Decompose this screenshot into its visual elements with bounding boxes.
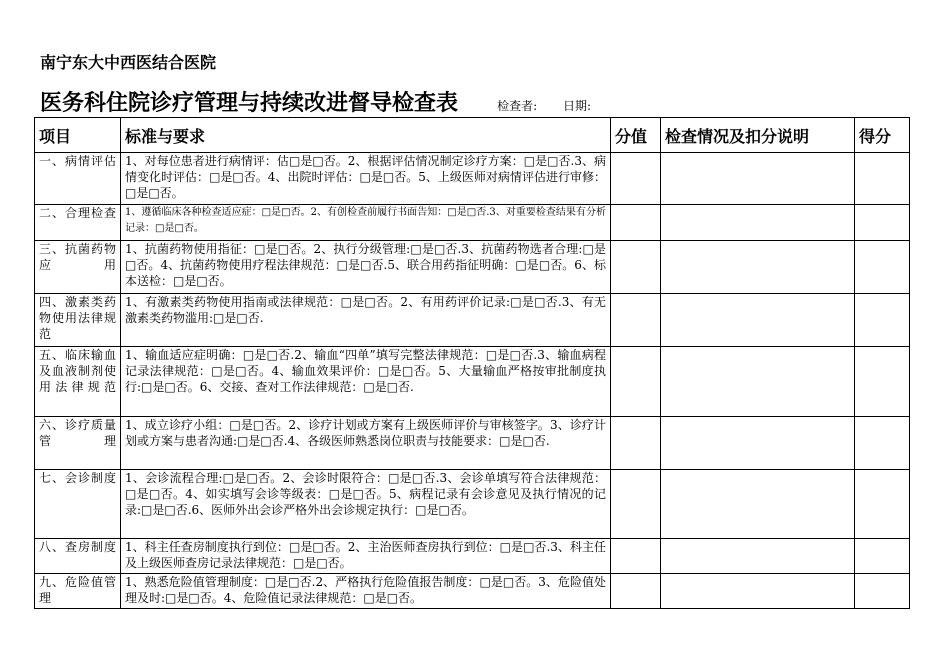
item-cell: 五、临床输血及血液制剂使用法律规范 bbox=[35, 347, 121, 417]
check-notes-cell[interactable] bbox=[661, 205, 855, 241]
score-value-cell[interactable] bbox=[611, 205, 661, 241]
table-header-row bbox=[35, 118, 910, 153]
header-standard: 标准与要求 bbox=[121, 118, 611, 153]
check-notes-cell[interactable] bbox=[661, 153, 855, 205]
standard-cell: 1、输血适应症明确：□是□否.2、输血“四单”填写完整法律规范：□是□否.3、输血病程记录法律规范：□是□否。4、输血效果评价：□是□否。5、大量输血严格按审批制度执行:□是□否。6、交接、查对工作法律规范：□是□否. bbox=[121, 347, 611, 417]
table-row bbox=[35, 153, 910, 205]
score-value-cell[interactable] bbox=[611, 241, 661, 294]
score-value-cell[interactable] bbox=[611, 539, 661, 574]
table-row bbox=[35, 205, 910, 241]
score-cell[interactable] bbox=[855, 539, 910, 574]
header-item: 项目 bbox=[35, 118, 121, 153]
score-cell[interactable] bbox=[855, 574, 910, 609]
check-notes-cell[interactable] bbox=[661, 241, 855, 294]
item-cell: 八、查房制度 bbox=[35, 539, 121, 574]
title-row bbox=[40, 86, 613, 117]
check-notes-cell[interactable] bbox=[661, 347, 855, 417]
score-value-cell[interactable] bbox=[611, 470, 661, 539]
score-cell[interactable] bbox=[855, 205, 910, 241]
date-label: 日期: bbox=[562, 99, 592, 113]
table-row bbox=[35, 574, 910, 609]
check-notes-cell[interactable] bbox=[661, 539, 855, 574]
standard-cell: 1、熟悉危险值管理制度：□是□否.2、严格执行危险值报告制度：□是□否。3、危险值处理及时:□是□否。4、危险值记录法律规范：□是□否。 bbox=[121, 574, 611, 609]
score-cell[interactable] bbox=[855, 347, 910, 417]
item-cell: 九、危险值管理 bbox=[35, 574, 121, 609]
check-notes-cell[interactable] bbox=[661, 294, 855, 347]
header-score-value: 分值 bbox=[611, 118, 661, 153]
standard-cell: 1、对每位患者进行病情评：估□是□否。2、根据评估情况制定诊疗方案：□是□否.3、病情变化时评估：□是□否。4、出院时评估：□是□否。5、上级医师对病情评估进行审修：□是□否。 bbox=[121, 153, 611, 205]
inspector-label: 检查者: bbox=[497, 99, 538, 113]
table-row bbox=[35, 347, 910, 417]
standard-cell: 1、有激素类药物使用指南或法律规范：□是□否。2、有用药评价记录:□是□否.3、有无激素类药物滥用:□是□否. bbox=[121, 294, 611, 347]
table-row bbox=[35, 417, 910, 470]
table-row bbox=[35, 294, 910, 347]
check-notes-cell[interactable] bbox=[661, 470, 855, 539]
form-title: 医务科住院诊疗管理与持续改进督导检查表 bbox=[40, 90, 459, 116]
score-cell[interactable] bbox=[855, 417, 910, 470]
item-cell: 四、激素类药物使用法律规范 bbox=[35, 294, 121, 347]
score-value-cell[interactable] bbox=[611, 417, 661, 470]
hospital-name: 南宁东大中西医结合医院 bbox=[40, 53, 217, 72]
table-row bbox=[35, 470, 910, 539]
standard-cell: 1、科主任查房制度执行到位：□是□否。2、主治医师查房执行到位：□是□否.3、科主任及上级医师查房记录法律规范：□是□否。 bbox=[121, 539, 611, 574]
score-value-cell[interactable] bbox=[611, 294, 661, 347]
item-cell: 七、会诊制度 bbox=[35, 470, 121, 539]
item-cell: 六、诊疗质量管理 bbox=[35, 417, 121, 470]
inspection-table bbox=[34, 117, 910, 609]
header-check-notes: 检查情况及扣分说明 bbox=[661, 118, 855, 153]
table-row bbox=[35, 539, 910, 574]
standard-cell: 1、抗菌药物使用指征：□是□否。2、执行分级管理:□是□否.3、抗菌药物选者合理:□是□否。4、抗菌药物使用疗程法律规范：□是□否.5、联合用药指征明确：□是□否。6、标本送检：□是□否。 bbox=[121, 241, 611, 294]
score-value-cell[interactable] bbox=[611, 574, 661, 609]
score-value-cell[interactable] bbox=[611, 347, 661, 417]
header-score: 得分 bbox=[855, 118, 910, 153]
item-cell: 三、抗菌药物应用 bbox=[35, 241, 121, 294]
standard-cell: 1、遵循临床各种检查适应症：□是□否。2、有创检查前履行书面告知：□是□否.3、对重要检查结果有分析记录：□是□否。 bbox=[121, 205, 611, 241]
score-cell[interactable] bbox=[855, 241, 910, 294]
check-notes-cell[interactable] bbox=[661, 574, 855, 609]
form-meta bbox=[497, 97, 613, 114]
score-cell[interactable] bbox=[855, 153, 910, 205]
check-notes-cell[interactable] bbox=[661, 417, 855, 470]
score-cell[interactable] bbox=[855, 294, 910, 347]
score-cell[interactable] bbox=[855, 470, 910, 539]
standard-cell: 1、成立诊疗小组：□是□否。2、诊疗计划或方案有上级医师评价与审核签字。3、诊疗计划或方案与患者沟通:□是□否.4、各级医师熟悉岗位职责与技能要求：□是□否. bbox=[121, 417, 611, 470]
item-cell: 一、病情评估 bbox=[35, 153, 121, 205]
score-value-cell[interactable] bbox=[611, 153, 661, 205]
standard-cell: 1、会诊流程合理:□是□否。2、会诊时限符合：□是□否.3、会诊单填写符合法律规范：□是□否。4、如实填写会诊等级表：□是□否。5、病程记录有会诊意见及执行情况的记录:□是□否.6、医师外出会诊严格外出会诊规定执行：□是□否。 bbox=[121, 470, 611, 539]
table-row bbox=[35, 241, 910, 294]
item-cell: 二、合理检查 bbox=[35, 205, 121, 241]
